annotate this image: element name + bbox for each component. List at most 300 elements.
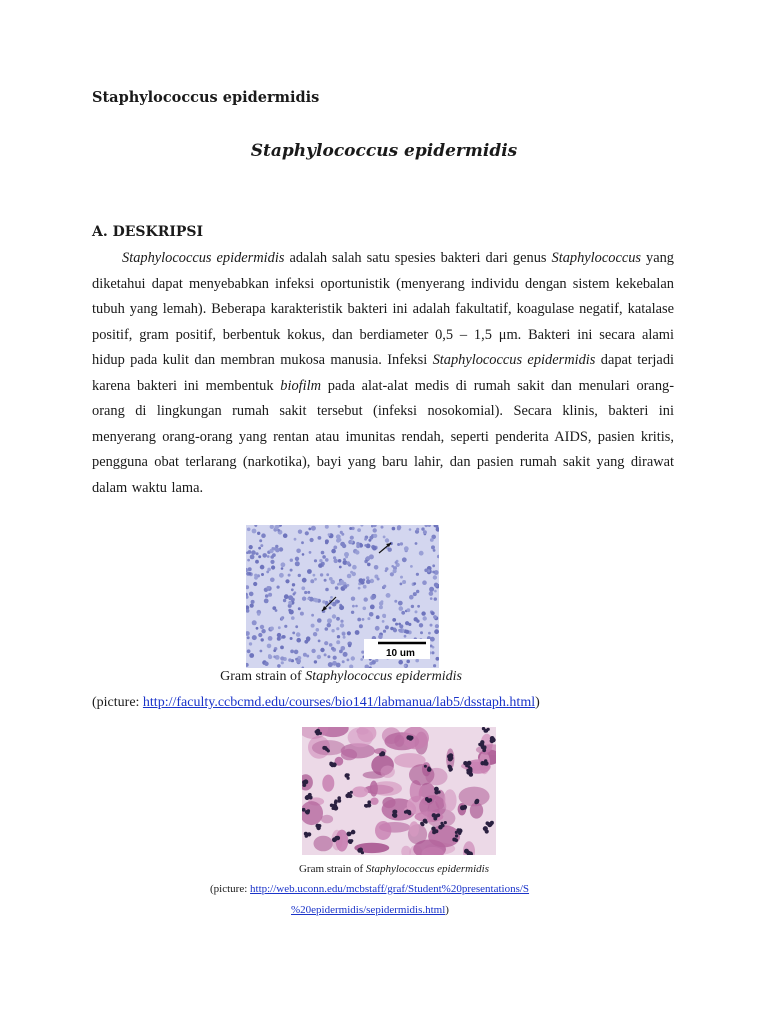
coccus-cluster [347,777,350,780]
coccus-cluster [490,736,495,741]
coccus-cell [297,659,301,663]
coccus-cell [416,528,419,531]
coccus-cell [306,636,311,641]
coccus-cell [405,630,409,634]
coccus-cell [268,636,273,641]
coccus-cell [291,588,294,591]
coccus-cell [267,568,271,572]
coccus-cluster [424,765,427,768]
coccus-cell [330,596,333,599]
caption-species-italic: Staphylococcus epidermidis [305,669,462,684]
coccus-cell [363,607,367,611]
coccus-cell [338,559,342,563]
coccus-cluster [337,796,341,800]
coccus-cell [329,607,332,610]
coccus-cell [333,656,337,660]
coccus-cell [333,556,336,559]
coccus-cell [385,538,389,542]
coccus-cell [270,627,274,631]
tissue-stain [394,735,404,747]
coccus-cell [260,625,264,629]
coccus-cell [348,644,351,647]
coccus-cell [351,656,355,660]
coccus-cell [255,560,259,564]
coccus-cell [336,663,341,668]
coccus-cell [265,594,269,598]
coccus-cell [252,620,257,625]
coccus-cell [261,533,266,538]
coccus-cell [399,629,403,633]
figure1-caption [0,669,682,685]
coccus-cluster [433,817,437,821]
coccus-cluster [381,751,384,754]
coccus-cell [294,538,297,541]
coccus-cluster [489,822,493,826]
coccus-cell [400,583,403,586]
coccus-cell [347,631,351,635]
coccus-cell [296,638,301,643]
coccus-cell [366,556,370,560]
coccus-cell [409,595,414,600]
coccus-cell [392,618,396,622]
coccus-cell [249,592,254,597]
coccus-cell [339,566,342,569]
coccus-cell [421,527,424,530]
coccus-cluster [437,791,440,794]
coccus-cell [325,558,329,562]
coccus-cell [252,635,257,640]
coccus-cell [415,610,418,613]
coccus-cluster [408,812,411,815]
coccus-cell [270,578,275,583]
coccus-cell [352,572,356,576]
coccus-cell [318,640,321,643]
coccus-cluster [392,813,396,817]
coccus-cell [317,655,321,659]
coccus-cell [414,617,418,621]
tissue-stain [459,787,490,807]
coccus-cell [298,574,301,577]
coccus-cell [372,595,376,599]
coccus-cell [252,529,257,534]
coccus-cell [324,653,327,656]
coccus-cell [306,655,309,658]
coccus-cell [313,632,317,636]
coccus-cell [340,623,344,627]
coccus-cluster [332,762,337,767]
coccus-cell [415,659,419,663]
caption-text: Gram strain of [220,669,306,684]
coccus-cell [293,593,296,596]
coccus-cluster [334,799,337,802]
coccus-cell [407,608,411,612]
coccus-cell [433,664,436,667]
coccus-cell [267,644,272,649]
coccus-cell [331,629,334,632]
coccus-cell [400,576,403,579]
coccus-cell [296,632,301,637]
coccus-cell [362,618,365,621]
coccus-cell [352,605,355,608]
figure2-source-line1 [210,883,529,895]
coccus-cluster [428,768,431,771]
coccus-cell [327,618,332,623]
paragraph-text: yang diketahui dapat menyebabkan infeksi oportunistik (menyerang individu dengan sistem kekebalan tubuh yang lemah). Beberapa karakteristik bakteri ini adalah fakultatif, koagulase negatif, katalase positif, gram positif, berbentuk kokus, dan berdiameter 0,5 – 1,5 μm. Bakteri ini secara alami hidup pada kulit dan membran mukosa manusia. Infeksi [92,250,674,368]
coccus-cell [247,636,250,639]
coccus-cluster [347,832,352,837]
coccus-cell [324,641,328,645]
coccus-cluster [359,848,363,852]
coccus-cell [343,558,346,561]
coccus-cell [314,598,318,602]
coccus-cell [395,623,398,626]
coccus-cell [313,574,316,577]
coccus-cell [326,573,329,576]
coccus-cell [361,651,364,654]
coccus-cluster [347,773,350,776]
coccus-cell [394,600,397,603]
coccus-cell [366,576,369,579]
coccus-cell [390,572,394,576]
coccus-cell [292,583,295,586]
paragraph-text: adalah salah satu spesies bakteri dari genus [284,250,552,266]
coccus-cluster [410,736,414,740]
coccus-cell [257,613,260,616]
coccus-cell [331,549,336,554]
figure2-source-line2 [291,904,449,916]
description-paragraph [92,246,674,501]
figure2-caption [0,863,768,875]
tissue-stain [402,727,429,749]
coccus-cell [397,543,400,546]
tissue-stain [370,781,378,797]
coccus-cell [300,612,304,616]
coccus-cell [408,623,411,626]
coccus-cell [337,635,340,638]
coccus-cell [266,586,270,590]
coccus-cell [386,593,391,598]
tissue-stain [443,789,456,811]
micrograph-image-2 [302,727,496,855]
coccus-cell [278,626,281,629]
coccus-cluster [427,799,431,803]
coccus-cell [261,629,265,633]
coccus-cell [395,561,398,564]
coccus-cell [280,646,284,650]
coccus-cell [262,553,267,558]
coccus-cell [273,655,276,658]
coccus-cell [309,551,312,554]
coccus-cell [317,618,322,623]
coccus-cell [270,560,274,564]
coccus-cluster [454,838,457,841]
coccus-cell [431,651,434,654]
coccus-cluster [351,830,356,835]
coccus-cell [342,660,345,663]
coccus-cluster [350,791,353,794]
coccus-cell [272,547,275,550]
coccus-cell [251,600,255,604]
tissue-stain [314,836,333,852]
coccus-cell [413,582,416,585]
coccus-cell [304,591,307,594]
coccus-cell [413,592,417,596]
coccus-cell [356,542,360,546]
coccus-cluster [367,803,371,807]
coccus-cluster [463,806,466,809]
coccus-cluster [348,839,352,843]
coccus-cell [349,527,352,530]
coccus-cell [273,649,276,652]
coccus-cell [419,551,424,556]
coccus-cluster [435,787,438,790]
coccus-cell [296,549,301,554]
coccus-cluster [303,779,308,784]
coccus-cell [275,548,280,553]
coccus-cell [428,632,431,635]
coccus-cell [280,656,284,660]
coccus-cell [251,550,256,555]
coccus-cell [329,643,333,647]
coccus-cell [305,531,309,535]
coccus-cell [264,599,269,604]
coccus-cell [434,597,437,600]
coccus-cell [333,546,337,550]
coccus-cell [367,563,371,567]
coccus-cell [250,604,254,608]
coccus-cell [370,605,375,610]
source-prefix: (picture: [210,883,251,895]
coccus-cell [417,605,420,608]
coccus-cluster [482,748,486,752]
coccus-cell [253,582,257,586]
coccus-cell [249,653,254,658]
coccus-cell [248,567,252,571]
coccus-cell [342,544,346,548]
coccus-cluster [449,768,452,771]
coccus-cell [378,635,383,640]
coccus-cell [377,578,380,581]
coccus-cell [371,660,376,665]
coccus-cell [399,624,403,628]
coccus-cell [279,573,284,578]
coccus-cell [285,579,289,583]
coccus-cell [416,573,419,576]
tissue-stain [409,764,434,785]
coccus-cluster [330,804,334,808]
coccus-cell [352,565,357,570]
tissue-stain [409,821,419,837]
coccus-cell [290,569,293,572]
coccus-cell [339,605,344,610]
coccus-cell [261,573,264,576]
coccus-cell [247,649,251,653]
tissue-stain [322,775,334,792]
figure2-source-link-cont[interactable]: %20epidermidis/sepidermidis.html [291,904,446,916]
coccus-cell [347,574,352,579]
coccus-cell [302,578,307,583]
coccus-cell [402,557,407,562]
coccus-cell [411,605,414,608]
coccus-cluster [304,832,308,836]
coccus-cell [406,660,410,664]
coccus-cell [359,624,363,628]
coccus-cluster [316,826,320,830]
coccus-cell [429,587,434,592]
coccus-cell [288,595,293,600]
coccus-cell [343,636,346,639]
coccus-cell [434,590,437,593]
coccus-cell [277,586,280,589]
coccus-cell [247,559,250,562]
coccus-cell [282,635,286,639]
coccus-cell [320,573,323,576]
figure1-source-link[interactable]: http://faculty.ccbcmd.edu/courses/bio141/labmanua/lab5/dsstaph.html [142,695,536,710]
coccus-cell [355,605,358,608]
coccus-cell [433,615,437,619]
coccus-cell [350,541,353,544]
coccus-cell [363,585,367,589]
section-heading: A. DESKRIPSI [92,224,204,240]
coccus-cell [357,528,361,532]
coccus-cell [433,549,436,552]
coccus-cell [322,600,325,603]
coccus-cell [314,578,317,581]
coccus-cell [294,650,299,655]
coccus-cell [392,527,396,531]
coccus-cell [383,585,386,588]
coccus-cluster [440,822,443,825]
coccus-cell [372,546,377,551]
coccus-cluster [348,794,352,798]
coccus-cell [335,586,339,590]
genus-name-italic: Staphylococcus [551,250,642,266]
coccus-cell [281,661,284,664]
coccus-cell [295,561,300,566]
coccus-cell [307,569,312,574]
coccus-cell [261,638,264,641]
coccus-cell [432,564,435,567]
coccus-cell [351,597,355,601]
coccus-cell [311,624,315,628]
coccus-cluster [322,746,326,750]
coccus-cell [311,526,316,531]
coccus-cell [283,533,288,538]
coccus-cell [374,565,379,570]
coccus-cell [373,528,377,532]
coccus-cluster [455,831,458,834]
coccus-cell [257,532,260,535]
coccus-cell [336,627,339,630]
coccus-cell [341,533,344,536]
coccus-cell [288,609,291,612]
figure2-source-link[interactable]: http://web.uconn.edu/mcbstaff/graf/Student%20presentations/S [250,883,530,895]
coccus-cell [424,569,428,573]
coccus-cluster [484,761,489,766]
coccus-cell [310,579,314,583]
coccus-cell [359,578,364,583]
coccus-cell [404,635,407,638]
source-suffix: ) [445,904,449,916]
main-title: Staphylococcus epidermidis [250,141,518,161]
species-name-italic: Staphylococcus epidermidis [432,352,596,368]
coccus-cell [419,623,423,627]
coccus-cell [328,533,331,536]
coccus-cell [256,627,259,630]
coccus-cluster [316,729,320,733]
coccus-cluster [308,793,312,797]
coccus-cell [274,525,279,530]
coccus-cell [311,614,314,617]
coccus-cell [295,625,298,628]
coccus-cell [281,562,286,567]
coccus-cell [340,620,343,623]
coccus-cell [434,629,439,634]
coccus-cell [321,551,325,555]
coccus-cell [423,616,427,620]
coccus-cell [381,526,384,529]
paragraph-text: dapat terjadi karena bakteri ini membentuk [92,352,675,394]
coccus-cell [260,544,263,547]
coccus-cell [256,552,259,555]
coccus-cell [390,627,394,631]
coccus-cell [324,579,327,582]
tissue-stain [312,740,345,755]
coccus-cell [350,536,354,540]
coccus-cell [295,557,299,561]
coccus-cell [367,617,370,620]
tissue-stain [375,821,391,840]
coccus-cell [379,601,383,605]
coccus-cell [373,534,377,538]
coccus-cell [404,665,407,668]
coccus-cell [337,600,340,603]
caption-text: Gram strain of [298,863,366,875]
tissue-stain [352,786,368,797]
coccus-cell [423,530,427,534]
coccus-cluster [487,728,490,731]
coccus-cluster [458,832,461,835]
coccus-cell [336,538,340,542]
coccus-cell [430,597,433,600]
coccus-cell [290,650,294,654]
coccus-cell [364,597,368,601]
coccus-cell [340,580,344,584]
species-name-italic: Staphylococcus epidermidis [122,250,285,266]
coccus-cell [364,538,367,541]
coccus-cell [420,631,423,634]
coccus-cell [383,630,386,633]
coccus-cell [272,553,276,557]
coccus-cell [360,658,363,661]
caption-species-italic: Staphylococcus epidermidis [365,863,490,875]
coccus-cell [410,565,413,568]
coccus-cell [400,542,403,545]
tissue-stain [370,798,378,805]
coccus-cluster [465,764,468,767]
coccus-cell [401,611,405,615]
paragraph-text: pada alat-alat medis di rumah sakit dan menulari orang-orang di lingkungan rumah sakit tersebut (infeksi nosokomial). Secara klinis, bakteri ini menyerang orang-orang yang rentan atau imunitas rendah, seperti penderita AIDS, pasien kritis, pengguna obat terlarang (narkotika), bayi yang baru lahir, dan pasien rumah sakit yang dirawat dalam waktu lama. [92,377,674,496]
coccus-cell [343,652,348,657]
coccus-cluster [466,769,469,772]
coccus-cluster [448,753,453,758]
coccus-cell [358,587,361,590]
coccus-cell [298,530,302,534]
coccus-cell [301,586,305,590]
coccus-cell [332,614,336,618]
coccus-cluster [305,810,310,815]
coccus-cell [318,563,323,568]
